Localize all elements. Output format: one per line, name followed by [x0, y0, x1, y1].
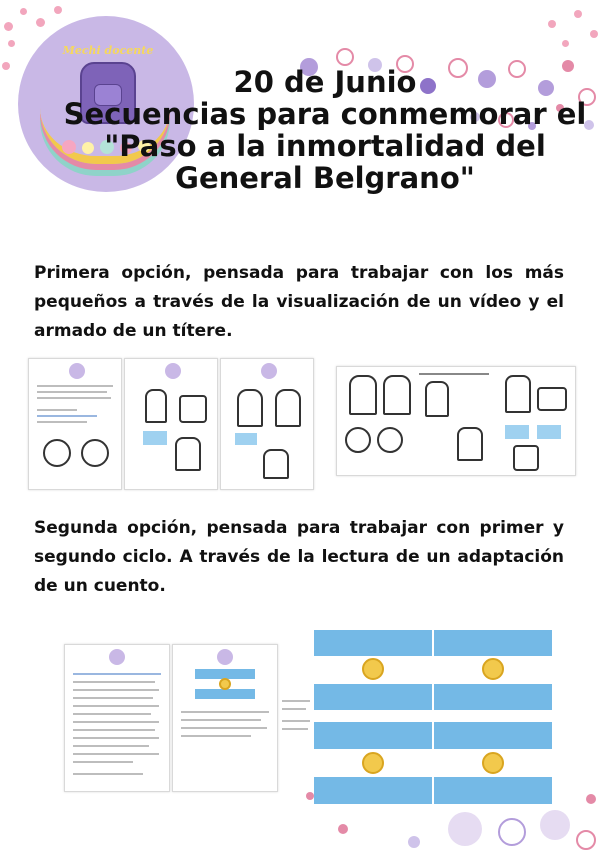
title-line-3: "Paso a la inmortalidad del	[104, 129, 546, 163]
preview-story-page-2	[172, 644, 278, 792]
sun-icon	[482, 752, 504, 774]
argentina-flag-3	[314, 722, 432, 804]
preview-page-3	[220, 358, 314, 490]
logo-text: Mechi docente	[62, 44, 154, 57]
sun-icon	[362, 752, 384, 774]
preview-page-2	[124, 358, 218, 490]
argentina-flag-2	[434, 630, 552, 710]
preview-story-page-1	[64, 644, 170, 792]
argentina-flag-1	[314, 630, 432, 710]
title-line-4: General Belgrano"	[175, 161, 475, 195]
preview-puppet-sheet	[336, 366, 576, 476]
title-line-date: 20 de Junio	[233, 65, 417, 99]
flag-grid	[314, 630, 598, 808]
sun-icon	[362, 658, 384, 680]
title-line-2: Secuencias para conmemorar el	[63, 97, 587, 131]
option-1-text: Primera opción, pensada para trabajar con los más pequeños a través de la visualización de un vídeo y el armado de un títere.	[34, 263, 564, 341]
argentina-flag-4	[434, 722, 552, 804]
option-2-text: Segunda opción, pensada para trabajar con primer y segundo ciclo. A través de la lectura de un adaptación de un cuento.	[34, 518, 564, 596]
preview-story-page-3	[282, 670, 312, 788]
sun-icon	[482, 658, 504, 680]
page-title	[60, 66, 590, 194]
preview-page-1	[28, 358, 122, 490]
